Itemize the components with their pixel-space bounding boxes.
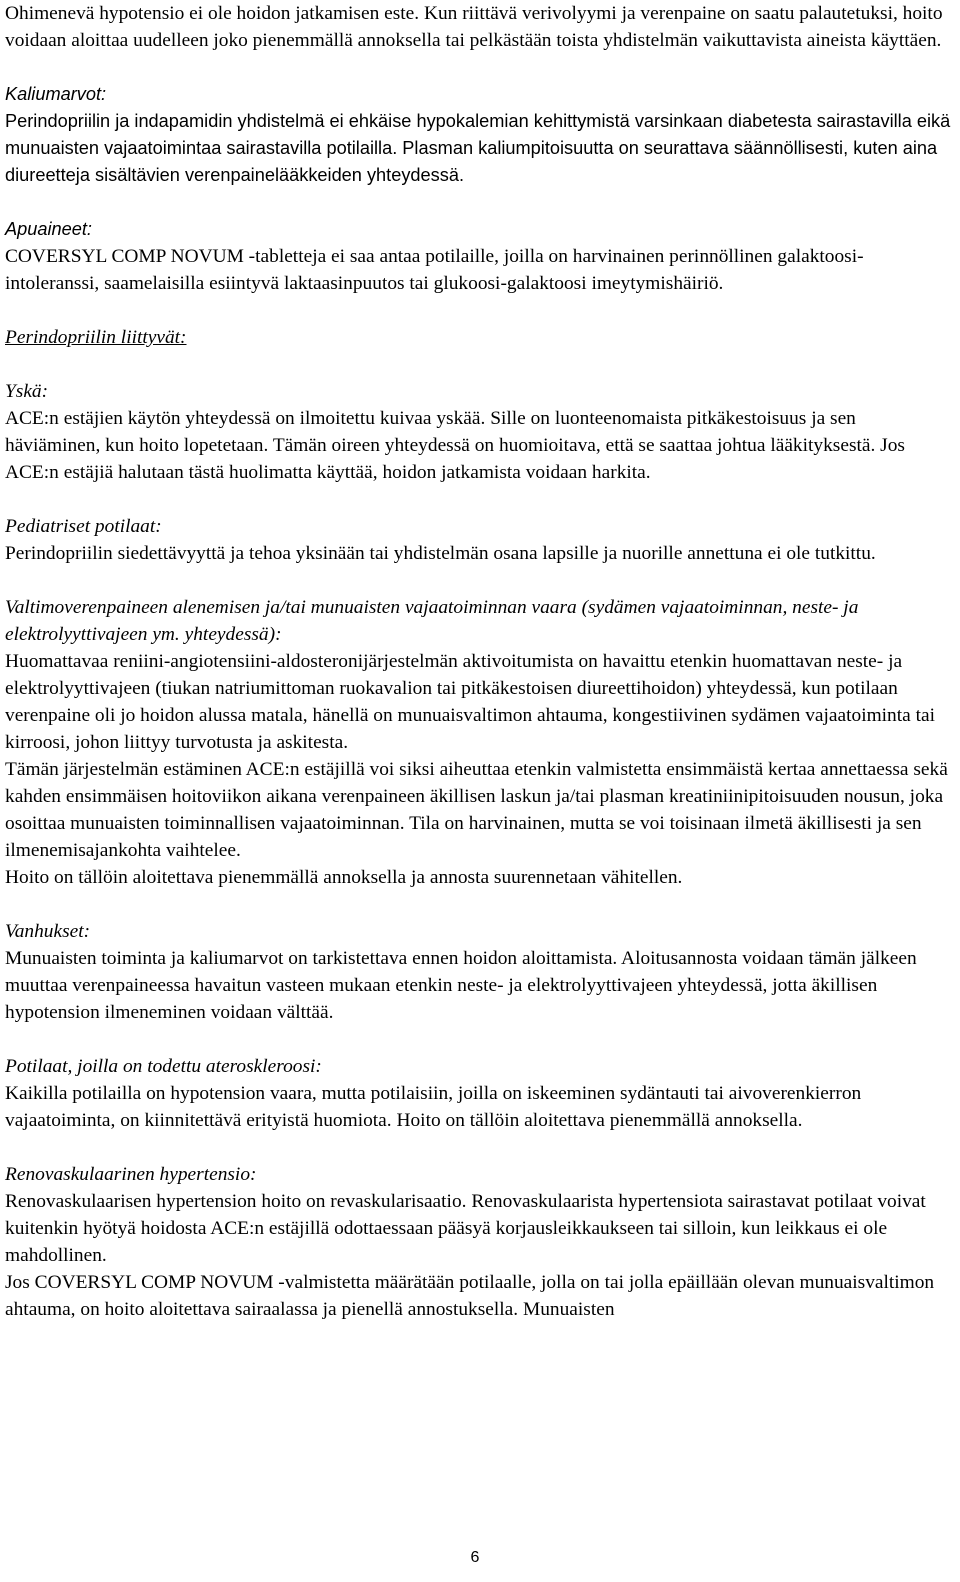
paragraph-valtimoverenpaine-1: Huomattavaa reniini-angiotensiini-aldosteronijärjestelmän aktivoitumista on havaittu etenkin huomattavan neste- ja elektrolyyttivajeen (tiukan natriumittoman ruokavalion tai pitkäkestoisen diureettihoidon) yhteydessä, kun potilaan verenpaine oli jo hoidon alussa matala, hänellä on munuaisvaltimon ahtauma, kongestiivinen sydämen vajaatoiminta tai kirroosi, johon liittyy turvotusta ja askitesta. (5, 651, 935, 753)
page-number: 6 (470, 1549, 480, 1566)
paragraph-renovaskulaarinen-2: Jos COVERSYL COMP NOVUM -valmistetta määrätään potilaalle, jolla on tai jolla epäillään olevan munuaisvaltimon ahtauma, on hoito aloitettava sairaalassa ja pienellä annostuksella. Munuaisten (5, 1272, 935, 1320)
heading-valtimoverenpaine: Valtimoverenpaineen alenemisen ja/tai munuaisten vajaatoiminnan vaara (sydämen vajaatoiminnan, neste- ja elektrolyyttivajeen ym. yhteydessä): (5, 597, 859, 645)
paragraph-ateroskleroosi: Kaikilla potilailla on hypotension vaara, mutta potilaisiin, joilla on iskeeminen sydäntauti tai aivoverenkierron vajaatoiminta, on kiinnitettävä erityistä huomiota. Hoito on tällöin aloitettava pienemmällä annoksella. (5, 1083, 862, 1131)
paragraph-yska: ACE:n estäjien käytön yhteydessä on ilmoitettu kuivaa yskää. Sille on luonteenomaista pitkäkestoisuus ja sen häviäminen, kun hoito lopetetaan. Tämän oireen yhteydessä on huomioitava, että se saattaa johtua lääkityksestä. Jos ACE:n estäjiä halutaan tästä huolimatta käyttää, hoidon jatkamista voidaan harkita. (5, 408, 905, 483)
paragraph-kaliumarvot: Perindopriilin ja indapamidin yhdistelmä ei ehkäise hypokalemian kehittymistä varsinkaan diabetesta sairastavilla eikä munuaisten vajaatoimintaa sairastavilla potilailla. Plasman kaliumpitoisuutta on seurattava säännöllisesti, kuten aina diureetteja sisältävien verenpainelääkkeiden yhteydessä. (5, 111, 951, 185)
spacer (5, 54, 955, 81)
spacer (5, 486, 955, 513)
spacer (5, 1134, 955, 1161)
paragraph-pediatriset-potilaat: Perindopriilin siedettävyyttä ja tehoa yksinään tai yhdistelmän osana lapsille ja nuorille annettuna ei ole tutkittu. (5, 543, 876, 564)
spacer (5, 1026, 955, 1053)
spacer (5, 567, 955, 594)
document-page (5, 0, 955, 1323)
spacer (5, 351, 955, 378)
heading-kaliumarvot: Kaliumarvot: (5, 84, 107, 104)
spacer (5, 297, 955, 324)
heading-apuaineet: Apuaineet: (5, 219, 92, 239)
heading-pediatriset-potilaat: Pediatriset potilaat: (5, 516, 162, 537)
spacer (5, 189, 955, 216)
paragraph-vanhukset: Munuaisten toiminta ja kaliumarvot on tarkistettava ennen hoidon aloittamista. Aloitusannosta voidaan tämän jälkeen muuttaa verenpaineessa havaitun vasteen mukaan etenkin neste- ja elektrolyyttivajeen yhteydessä, jotta äkillisen hypotension ilmeneminen voidaan välttää. (5, 948, 917, 1023)
paragraph-renovaskulaarinen-1: Renovaskulaarisen hypertension hoito on revaskularisaatio. Renovaskulaarista hypertensiota sairastavat potilaat voivat kuitenkin hyötyä hoidosta ACE:n estäjillä odottaessaan pääsyä korjausleikkaukseen tai silloin, kun leikkaus ei ole mahdollinen. (5, 1191, 926, 1266)
paragraph-intro: Ohimenevä hypotensio ei ole hoidon jatkamisen este. Kun riittävä verivolyymi ja verenpaine on saatu palautetuksi, hoito voidaan aloittaa uudelleen joko pienemmällä annoksella tai pelkästään toista yhdistelmän vaikuttavista aineista käyttäen. (5, 3, 943, 51)
paragraph-valtimoverenpaine-3: Hoito on tällöin aloitettava pienemmällä annoksella ja annosta suurennetaan vähitellen. (5, 867, 683, 888)
spacer (5, 891, 955, 918)
heading-yska: Yskä: (5, 381, 49, 402)
heading-perindopriilin-liittyvat: Perindopriilin liittyvät: (5, 327, 187, 348)
paragraph-apuaineet: COVERSYL COMP NOVUM -tabletteja ei saa antaa potilaille, joilla on harvinainen perinnöllinen galaktoosi-intoleranssi, saamelaisilla esiintyvä laktaasinpuutos tai glukoosi-galaktoosi imeytymishäiriö. (5, 246, 864, 294)
heading-vanhukset: Vanhukset: (5, 921, 91, 942)
heading-renovaskulaarinen-hypertensio: Renovaskulaarinen hypertensio: (5, 1164, 257, 1185)
heading-ateroskleroosi: Potilaat, joilla on todettu ateroskleroosi: (5, 1056, 322, 1077)
paragraph-valtimoverenpaine-2: Tämän järjestelmän estäminen ACE:n estäjillä voi siksi aiheuttaa etenkin valmistetta ensimmäistä kertaa annettaessa sekä kahden ensimmäisen hoitoviikon aikana verenpaineen äkillisen laskun ja/tai plasman kreatiniinipitoisuuden nousun, joka osoittaa munuaisten toiminnallisen vajaatoiminnan. Tila on harvinainen, mutta se voi toisinaan ilmetä äkillisesti ja sen ilmenemisajankohta vaihtelee. (5, 759, 948, 861)
